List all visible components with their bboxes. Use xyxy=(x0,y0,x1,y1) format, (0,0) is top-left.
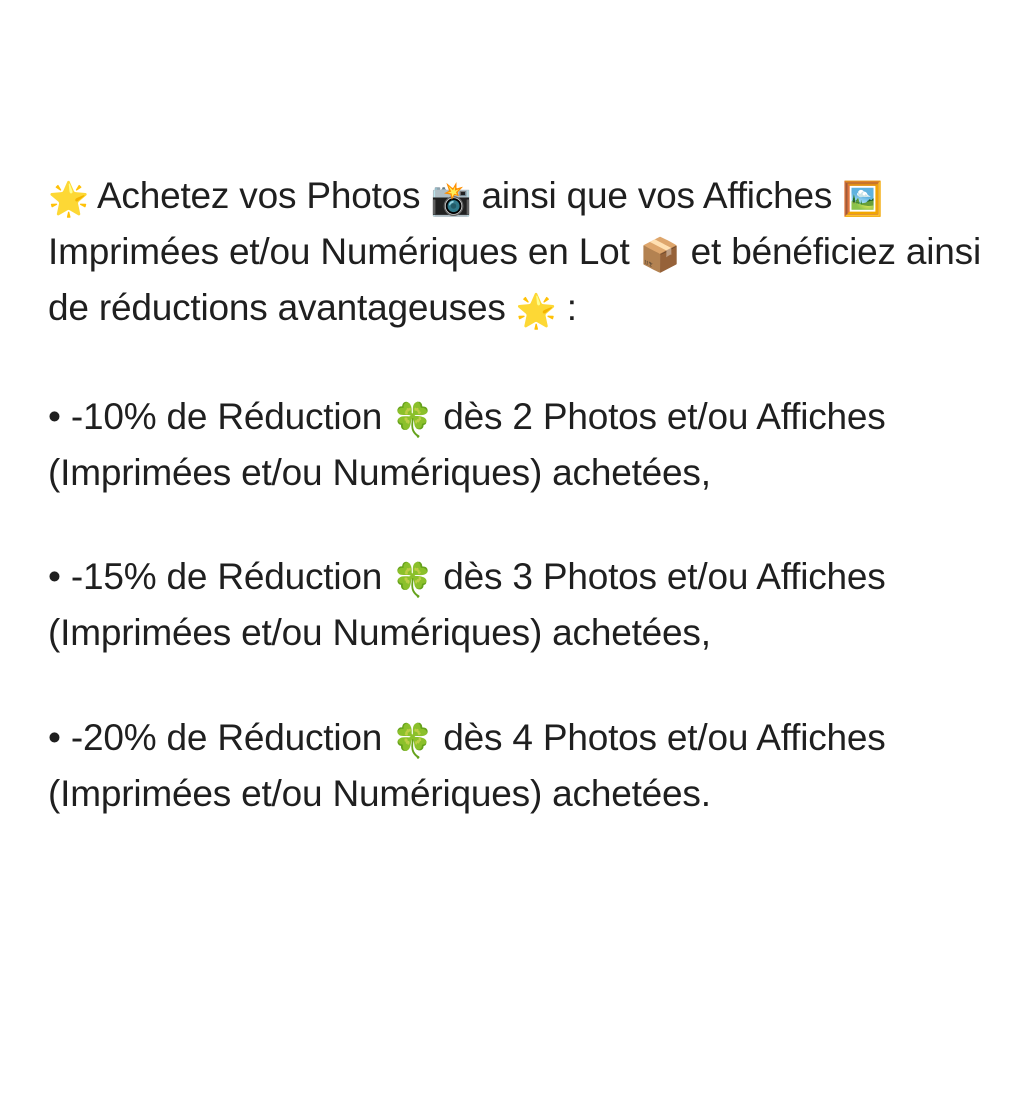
intro-segment-3: Imprimées et/ou Numériques en Lot xyxy=(48,231,630,273)
offer-discount-label: -20% de Réduction xyxy=(70,716,383,758)
sparkle-icon: 🌟 xyxy=(515,291,557,331)
bullet-marker: • xyxy=(48,556,61,598)
offer-condition-label: dès 4 Photos et/ou Affiches (Imprimées et/ou Numériques) achetées. xyxy=(48,716,886,814)
intro-paragraph xyxy=(48,168,996,337)
offer-condition-label: dès 3 Photos et/ou Affiches (Imprimées et/ou Numériques) achetées, xyxy=(48,556,886,654)
sparkle-icon: 🌟 xyxy=(48,179,89,218)
intro-segment-4: et bénéficiez ainsi de réductions avantageuses xyxy=(48,231,981,329)
intro-segment-2: ainsi que vos Affiches xyxy=(481,175,833,216)
intro-segment-5: : xyxy=(566,287,577,329)
clover-icon: 🍀 xyxy=(392,399,434,439)
package-icon: 📦 xyxy=(639,235,681,275)
clover-icon: 🍀 xyxy=(392,560,434,600)
framed-picture-icon: 🖼️ xyxy=(842,179,884,218)
offer-item xyxy=(48,389,978,501)
offer-discount-label: -15% de Réduction xyxy=(70,556,383,598)
camera-icon: 📸 xyxy=(430,179,472,218)
offer-condition-label: dès 2 Photos et/ou Affiches (Imprimées et/ou Numériques) achetées, xyxy=(48,395,886,493)
offer-item xyxy=(48,549,978,661)
bullet-marker: • xyxy=(48,716,61,758)
intro-segment-1: Achetez vos Photos xyxy=(96,175,421,216)
offer-item xyxy=(48,710,978,822)
bullet-marker: • xyxy=(48,395,61,437)
clover-icon: 🍀 xyxy=(392,720,434,760)
offer-discount-label: -10% de Réduction xyxy=(70,395,383,437)
